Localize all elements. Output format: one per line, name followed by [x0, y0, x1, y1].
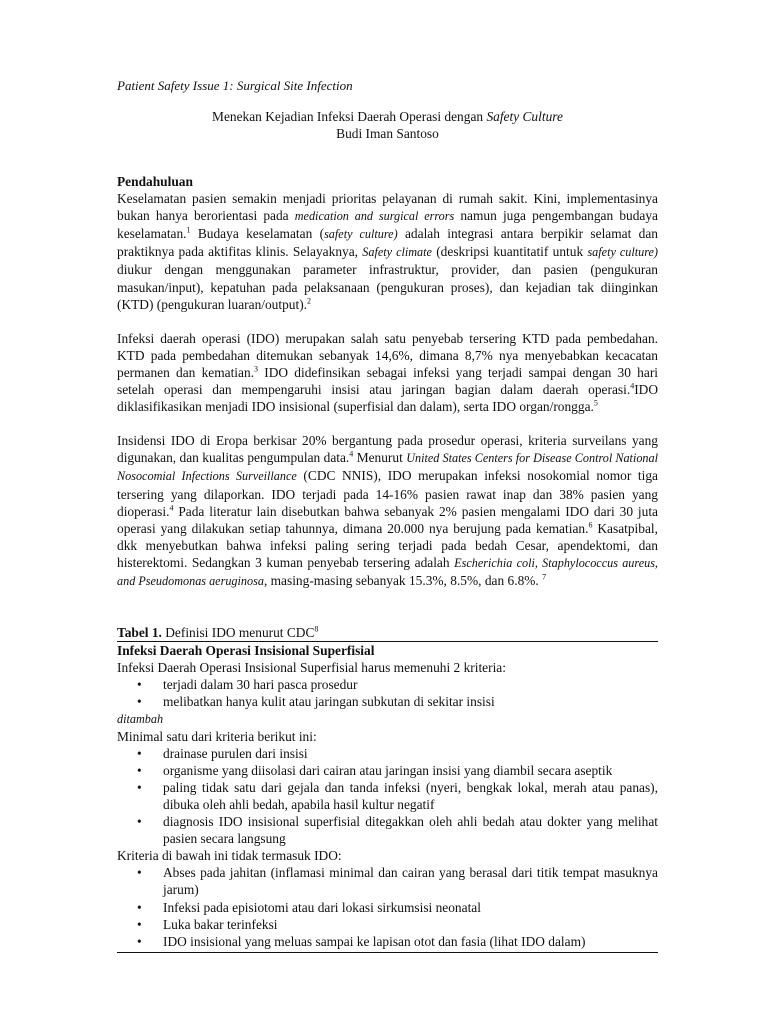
list-item: • IDO insisional yang meluas sampai ke lapisan otot dan fasia (lihat IDO dalam) [163, 933, 658, 950]
criteria-list-1 [117, 676, 658, 710]
criteria-list-2 [117, 745, 658, 848]
list-item: • paling tidak satu dari gejala dan tanda infeksi (nyeri, bengkak lokal, merah atau panas), dibuka oleh ahli bedah, apabila hasil kultur negatif [163, 779, 658, 813]
list-item: • diagnosis IDO insisional superfisial ditegakkan oleh ahli bedah atau dokter yang melihat pasien secara langsung [163, 813, 658, 847]
table-caption: Tabel 1. Definisi IDO menurut CDC$^8$ [117, 624, 319, 641]
section-heading: Pendahuluan [117, 174, 193, 189]
list-item: • organisme yang diisolasi dari cairan atau jaringan insisi yang diambil secara aseptik [163, 762, 658, 779]
table-intro-3: Kriteria di bawah ini tidak termasuk IDO: [117, 848, 342, 864]
list-item: • drainase purulen dari insisi [163, 745, 658, 762]
list-item: • melibatkan hanya kulit atau jaringan subkutan di sekitar insisi [163, 693, 658, 710]
paragraph-2: Infeksi daerah operasi (IDO) merupakan salah satu penyebab tersering KTD pada pembedahan. KTD pada pembedahan ditemukan sebanyak 14,6%, dimana 8,7% nya menyebabkan kecacatan permanen dan kematian.$^3$ IDO didefinsikan sebagai infeksi yang terjadi sampai dengan 30 hari setelah operasi dan mempengaruhi insisi atau jaringan bagian dalam daerah operasi.$^4$IDO diklasifikasikan menjadi IDO insisional (superfisial dan dalam), serta IDO organ/rongga.$^5$ [117, 330, 659, 415]
table-intro-2: Minimal satu dari kriteria berikut ini: [117, 728, 317, 744]
list-item: • Luka bakar terinfeksi [163, 916, 658, 933]
table-intro: Infeksi Daerah Operasi Insisional Superfisial harus memenuhi 2 kriteria: [117, 660, 506, 676]
ditambah-label: ditambah [117, 711, 164, 726]
body-text [117, 173, 658, 953]
list-item: • Infeksi pada episiotomi atau dari lokasi sirkumsisi neonatal [163, 899, 658, 916]
list-item: • Abses pada jahitan (inflamasi minimal dan cairan yang berasal dari titik tempat masuknya jarum) [163, 864, 658, 898]
paper-title: Menekan Kejadian Infeksi Daerah Operasi dengan Safety Culture [212, 109, 563, 124]
author-name: Budi Iman Santoso [336, 126, 439, 141]
title-block [117, 108, 658, 142]
definition-table [117, 641, 658, 953]
exclusion-list [117, 864, 658, 949]
list-item: • terjadi dalam 30 hari pasca prosedur [163, 676, 658, 693]
paragraph-3: Insidensi IDO di Eropa berkisar 20% bergantung pada prosedur operasi, kriteria surveilans yang digunakan, dan kualitas pengumpulan data.$^4$ Menurut United States Centers for Disease Control National Nosocomial Infections Surveillance (CDC NNIS), IDO merupakan infeksi nosokomial nomor tiga tersering yang dilaporkan. IDO terjadi pada 14-16% pasien rawat inap dan 38% pasien yang dioperasi.$^4$ Pada literatur lain disebutkan bahwa sebanyak 2% pasien mengalami IDO dari 30 juta operasi yang dilakukan setiap tahunnya, dimana 20.000 nya berujung pada kematian.$^6$ Kasatpibal, dkk menyebutkan bahwa infeksi paling sering terjadi pada bedah Cesar, apendektomi, dan histerektomi. Sedangkan 3 kuman penyebab tersering adalah Escherichia coli, Staphylococcus aureus, and Pseudomonas aeruginosa, masing-masing sebanyak 15.3%, 8.5%, dan 6.8%. $^7$ [117, 433, 658, 588]
paragraph-1: Keselamatan pasien semakin menjadi prioritas pelayanan di rumah sakit. Kini, implementasinya bukan hanya berorientasi pada medication and surgical errors namun juga pengembangan budaya keselamatan.$^1$ Budaya keselamatan (safety culture) adalah integrasi antara berpikir selamat dan praktiknya pada aktifitas klinis. Selayaknya, Safety climate (deskripsi kuantitatif untuk safety culture) diukur dengan menggunakan parameter infrastruktur, provider, dan pasien (pengukuran masukan/input), kepatuhan pada pelaksanaan (pengukuran proses), dan kejadian tak diinginkan (KTD) (pengukuran luaran/output).$^2$ [117, 191, 658, 312]
table-heading: Infeksi Daerah Operasi Insisional Superfisial [117, 643, 375, 659]
running-header: Patient Safety Issue 1: Surgical Site Infection [117, 78, 353, 93]
